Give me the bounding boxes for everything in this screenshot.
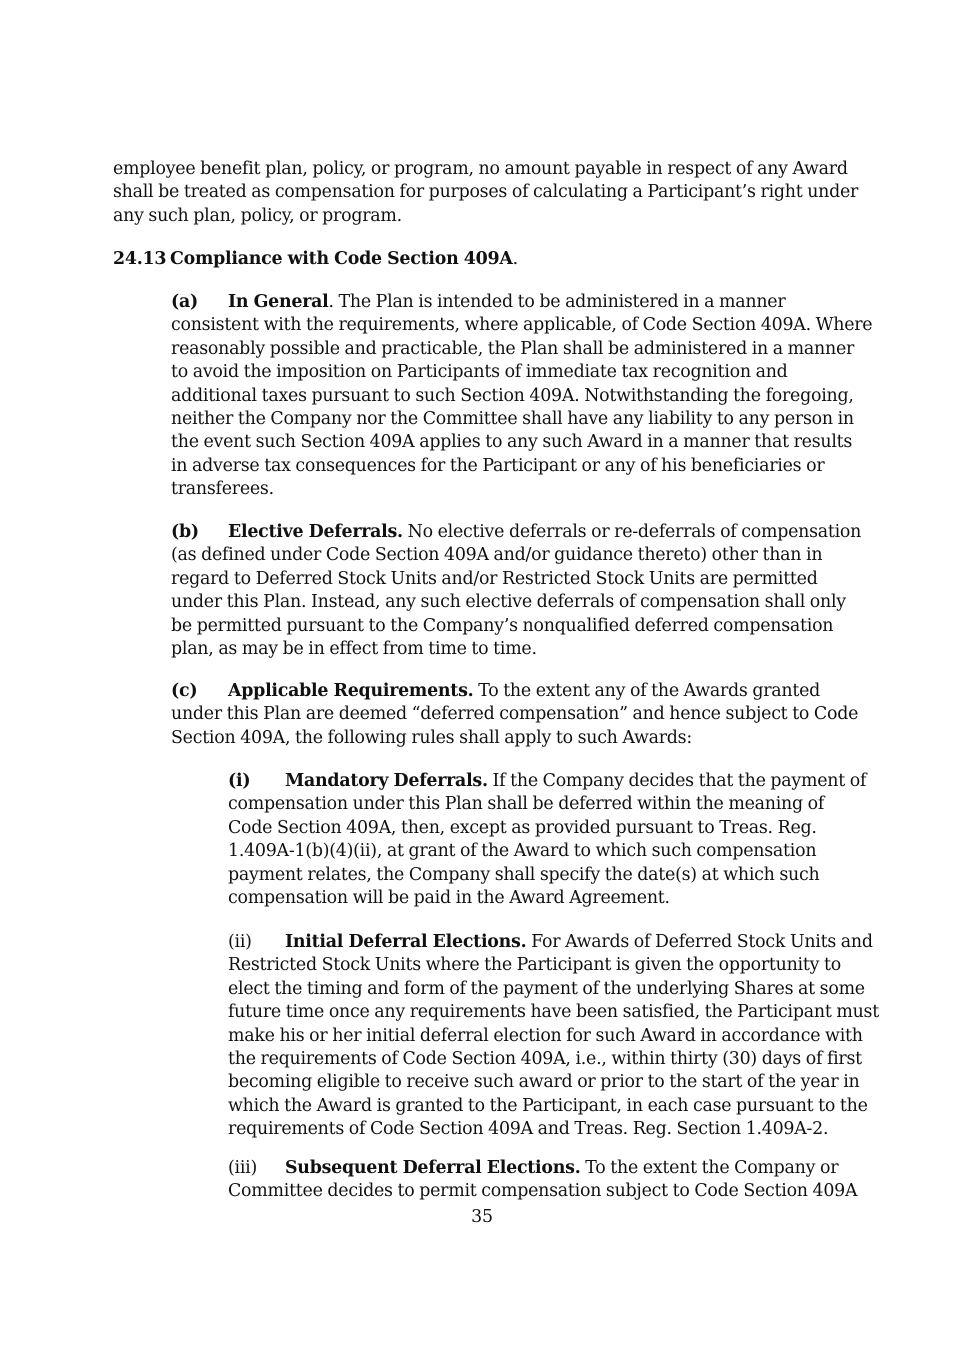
paragraph-label: (c) [171,681,198,701]
paragraph-line: (as defined under Code Section 409A and/or guidance thereto) other than in [171,545,823,566]
paragraph-line: regard to Deferred Stock Units and/or Restricted Stock Units are permitted [171,568,818,589]
paragraph-label: (iii) [228,1158,258,1178]
paragraph-line: in adverse tax consequences for the Participant or any of his beneficiaries or [171,455,825,476]
intro-line: shall be treated as compensation for purposes of calculating a Participant’s right under [113,182,859,203]
paragraph-i [228,770,866,910]
section-title: Compliance with Code Section 409A [170,249,513,269]
intro-line: employee benefit plan, policy, or program, no amount payable in respect of any Award [113,159,848,179]
paragraph-line: make his or her initial deferral election for such Award in accordance with [228,1025,863,1046]
paragraph-heading: In General [228,292,329,312]
paragraph-heading: Subsequent Deferral Elections. [285,1158,581,1178]
paragraph-line: Code Section 409A, then, except as provided pursuant to Treas. Reg. [228,817,817,838]
intro-paragraph [113,158,858,228]
paragraph-b [171,521,861,661]
paragraph-heading: Applicable Requirements. [228,681,474,701]
paragraph-line: becoming eligible to receive such award or prior to the start of the year in [228,1072,860,1093]
paragraph-line: be permitted pursuant to the Company’s nonqualified deferred compensation [171,615,834,636]
paragraph-line: transferees. [171,479,274,500]
paragraph-label: (i) [228,771,251,791]
paragraph-text: To the extent any of the Awards granted [473,681,821,701]
paragraph-line: 1.409A-1(b)(4)(ii), at grant of the Award to which such compensation [228,841,817,862]
paragraph-line: compensation will be paid in the Award Agreement. [228,888,670,909]
paragraph-text: If the Company decides that the payment of [487,771,867,791]
paragraph-line: to avoid the imposition on Participants of immediate tax recognition and [171,362,788,383]
paragraph-line: the requirements of Code Section 409A, i.e., within thirty (30) days of first [228,1049,862,1070]
paragraph-line: Restricted Stock Units where the Participant is given the opportunity to [228,955,841,976]
paragraph-line: under this Plan. Instead, any such elective deferrals of compensation shall only [171,592,846,613]
paragraph-a [171,291,872,502]
paragraph-line: Committee decides to permit compensation subject to Code Section 409A [228,1181,858,1202]
paragraph-text: . The Plan is intended to be administered in a manner [328,292,786,312]
paragraph-label: (ii) [228,932,252,952]
paragraph-iii [228,1157,857,1204]
paragraph-heading: Mandatory Deferrals. [285,771,488,791]
paragraph-heading: Elective Deferrals. [228,522,403,542]
paragraph-line: Section 409A, the following rules shall apply to such Awards: [171,727,692,748]
paragraph-label: (b) [171,522,199,542]
paragraph-line: compensation under this Plan shall be deferred within the meaning of [228,794,825,815]
paragraph-line: future time once any requirements have been satisfied, the Participant must [228,1002,879,1023]
intro-line: any such plan, policy, or program. [113,205,402,226]
paragraph-line: additional taxes pursuant to such Section 409A. Notwithstanding the foregoing, [171,385,854,406]
section-title-punct: . [512,249,518,269]
paragraph-line: requirements of Code Section 409A and Treas. Reg. Section 1.409A-2. [228,1119,829,1140]
paragraph-line: consistent with the requirements, where applicable, of Code Section 409A. Where [171,315,873,336]
paragraph-line: which the Award is granted to the Participant, in each case pursuant to the [228,1095,868,1116]
section-number: 24.13 [113,249,167,269]
paragraph-line: neither the Company nor the Committee shall have any liability to any person in [171,409,854,430]
paragraph-label: (a) [171,292,198,312]
section-heading [113,248,518,271]
paragraph-line: under this Plan are deemed “deferred compensation” and hence subject to Code [171,704,859,725]
page-number: 35 [471,1207,493,1227]
paragraph-c [171,680,858,750]
paragraph-line: reasonably possible and practicable, the Plan shall be administered in a manner [171,338,855,359]
paragraph-text: For Awards of Deferred Stock Units and [526,932,873,952]
paragraph-line: plan, as may be in effect from time to time. [171,639,537,660]
paragraph-line: the event such Section 409A applies to any such Award in a manner that results [171,432,853,453]
paragraph-ii [228,931,879,1142]
paragraph-line: elect the timing and form of the payment of the underlying Shares at some [228,978,865,999]
paragraph-text: No elective deferrals or re-deferrals of compensation [402,522,862,542]
paragraph-heading: Initial Deferral Elections. [285,932,527,952]
paragraph-text: To the extent the Company or [580,1158,839,1178]
paragraph-line: payment relates, the Company shall specify the date(s) at which such [228,864,820,885]
